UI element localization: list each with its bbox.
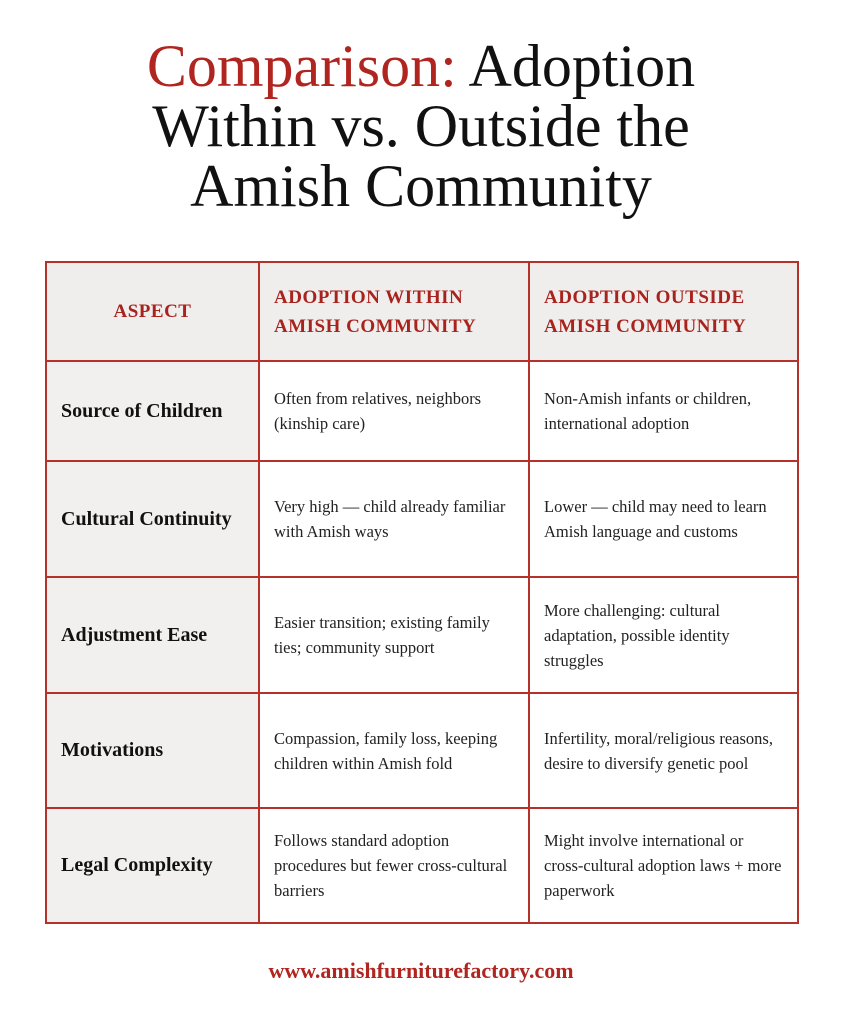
aspect-cell: Adjustment Ease — [46, 577, 259, 693]
aspect-cell: Motivations — [46, 693, 259, 808]
aspect-cell: Cultural Continuity — [46, 461, 259, 577]
title-line1: Adoption — [456, 33, 696, 99]
header-within: ADOPTION WITHIN AMISH COMMUNITY — [259, 262, 529, 361]
comparison-table — [45, 261, 799, 924]
outside-cell: Infertility, moral/religious reasons, desire to diversify genetic pool — [529, 693, 798, 808]
footer-website-link[interactable]: www.amishfurniturefactory.com — [268, 958, 574, 983]
table-row — [46, 461, 798, 577]
header-aspect: ASPECT — [46, 262, 259, 361]
aspect-cell: Legal Complexity — [46, 808, 259, 923]
table-row — [46, 808, 798, 923]
table-row — [46, 577, 798, 693]
aspect-cell: Source of Children — [46, 361, 259, 461]
title-line3: Amish Community — [190, 153, 652, 219]
outside-cell: Lower — child may need to learn Amish language and customs — [529, 461, 798, 577]
within-cell: Follows standard adoption procedures but fewer cross-cultural barriers — [259, 808, 529, 923]
page-title — [0, 33, 842, 219]
within-cell: Very high — child already familiar with Amish ways — [259, 461, 529, 577]
table-header-row — [46, 262, 798, 361]
outside-cell: More challenging: cultural adaptation, possible identity struggles — [529, 577, 798, 693]
title-line2: Within vs. Outside the — [152, 93, 690, 159]
title-accent: Comparison: — [146, 33, 457, 99]
outside-cell: Non-Amish infants or children, international adoption — [529, 361, 798, 461]
table-row — [46, 693, 798, 808]
within-cell: Compassion, family loss, keeping children within Amish fold — [259, 693, 529, 808]
header-outside: ADOPTION OUTSIDE AMISH COMMUNITY — [529, 262, 798, 361]
within-cell: Easier transition; existing family ties; community support — [259, 577, 529, 693]
within-cell: Often from relatives, neighbors (kinship care) — [259, 361, 529, 461]
table-row — [46, 361, 798, 461]
outside-cell: Might involve international or cross-cultural adoption laws + more paperwork — [529, 808, 798, 923]
